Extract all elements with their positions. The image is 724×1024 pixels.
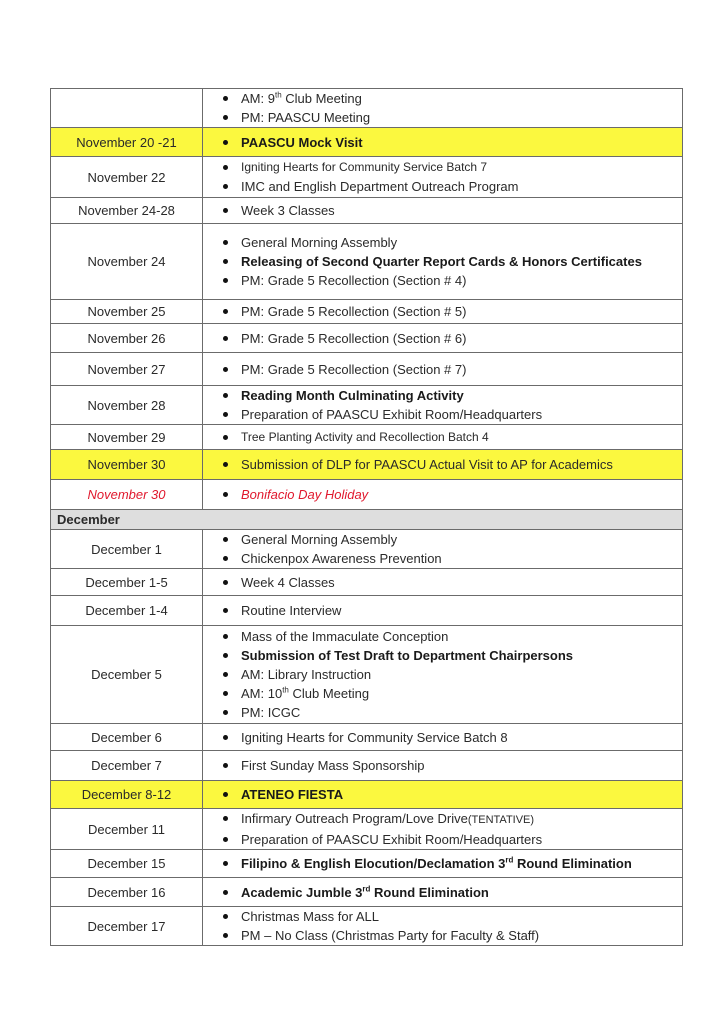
events-cell xyxy=(203,626,683,724)
event-item: Preparation of PAASCU Exhibit Room/Headquarters xyxy=(219,405,682,424)
event-text: AM: 10 xyxy=(241,686,283,701)
events-cell xyxy=(203,596,683,626)
events-cell xyxy=(203,751,683,781)
ordinal-suffix: th xyxy=(282,685,289,695)
events-cell xyxy=(203,324,683,353)
events-cell xyxy=(203,809,683,850)
calendar-row xyxy=(51,157,683,198)
event-item: PM: Grade 5 Recollection (Section # 6) xyxy=(219,329,682,348)
events-cell xyxy=(203,781,683,809)
date-cell: November 20 -21 xyxy=(51,128,203,157)
event-item xyxy=(219,684,682,703)
date-cell: November 30 xyxy=(51,480,203,510)
events-cell xyxy=(203,480,683,510)
event-item: Igniting Hearts for Community Service Batch 7 xyxy=(219,158,682,177)
event-item: PM: Grade 5 Recollection (Section # 4) xyxy=(219,271,682,290)
date-cell: November 22 xyxy=(51,157,203,198)
date-cell: December 16 xyxy=(51,878,203,907)
calendar-row xyxy=(51,128,683,157)
calendar-row xyxy=(51,425,683,450)
calendar-row xyxy=(51,386,683,425)
calendar-row xyxy=(51,626,683,724)
event-list xyxy=(219,386,682,424)
event-item xyxy=(219,854,682,873)
event-item: General Morning Assembly xyxy=(219,530,682,549)
date-cell: November 27 xyxy=(51,353,203,386)
event-list xyxy=(219,329,682,348)
calendar-row xyxy=(51,781,683,809)
event-text-rest: Club Meeting xyxy=(281,91,362,106)
date-cell: November 24 xyxy=(51,224,203,300)
event-text-rest: Round Elimination xyxy=(513,856,632,871)
date-cell: December 8-12 xyxy=(51,781,203,809)
events-cell xyxy=(203,386,683,425)
school-calendar-table xyxy=(50,88,683,946)
event-list xyxy=(219,233,682,290)
event-item: Christmas Mass for ALL xyxy=(219,907,682,926)
events-cell xyxy=(203,724,683,751)
event-list xyxy=(219,785,682,804)
calendar-row xyxy=(51,751,683,781)
event-list xyxy=(219,907,682,945)
event-item: Week 3 Classes xyxy=(219,201,682,220)
events-cell xyxy=(203,425,683,450)
event-item: PM: Grade 5 Recollection (Section # 7) xyxy=(219,360,682,379)
event-item: Reading Month Culminating Activity xyxy=(219,386,682,405)
tentative-tag: (TENTATIVE) xyxy=(467,814,535,826)
event-item: PM: PAASCU Meeting xyxy=(219,108,682,127)
ordinal-suffix: th xyxy=(274,90,282,100)
date-cell: December 1 xyxy=(51,530,203,569)
date-cell: November 29 xyxy=(51,425,203,450)
event-item xyxy=(219,809,682,830)
events-cell xyxy=(203,300,683,324)
event-item xyxy=(219,883,682,902)
calendar-row xyxy=(51,224,683,300)
event-text: Infirmary Outreach Program/Love Drive xyxy=(241,811,468,826)
event-item: Tree Planting Activity and Recollection Batch 4 xyxy=(219,428,682,447)
calendar-row xyxy=(51,809,683,850)
date-cell: November 28 xyxy=(51,386,203,425)
calendar-row xyxy=(51,89,683,128)
event-item: Submission of Test Draft to Department Chairpersons xyxy=(219,646,682,665)
event-item: Bonifacio Day Holiday xyxy=(219,485,682,504)
date-cell: November 25 xyxy=(51,300,203,324)
date-cell: November 30 xyxy=(51,450,203,480)
events-cell xyxy=(203,450,683,480)
event-item: PM: Grade 5 Recollection (Section # 5) xyxy=(219,302,682,321)
event-list xyxy=(219,201,682,220)
event-text-rest: Club Meeting xyxy=(288,686,370,701)
event-item: Submission of DLP for PAASCU Actual Visit to AP for Academics xyxy=(219,455,682,474)
calendar-row xyxy=(51,353,683,386)
calendar-row xyxy=(51,198,683,224)
event-text-rest: Round Elimination xyxy=(370,884,489,900)
event-item: Mass of the Immaculate Conception xyxy=(219,627,682,646)
event-item: PM – No Class (Christmas Party for Faculty & Staff) xyxy=(219,926,682,945)
date-cell: December 15 xyxy=(51,850,203,878)
calendar-row xyxy=(51,878,683,907)
calendar-row xyxy=(51,450,683,480)
event-item xyxy=(219,89,682,108)
event-list xyxy=(219,428,682,447)
ordinal-suffix: rd xyxy=(505,855,514,865)
events-cell xyxy=(203,907,683,946)
events-cell xyxy=(203,198,683,224)
date-cell: December 11 xyxy=(51,809,203,850)
date-cell: December 1-5 xyxy=(51,569,203,596)
event-item: Igniting Hearts for Community Service Batch 8 xyxy=(219,728,682,747)
event-item: Preparation of PAASCU Exhibit Room/Headquarters xyxy=(219,830,682,849)
event-list xyxy=(219,854,682,873)
event-list xyxy=(219,573,682,592)
ordinal-suffix: rd xyxy=(362,884,371,894)
event-text: AM: 9 xyxy=(241,91,275,106)
event-item: IMC and English Department Outreach Program xyxy=(219,177,682,196)
events-cell xyxy=(203,224,683,300)
event-list xyxy=(219,485,682,504)
events-cell xyxy=(203,157,683,198)
event-list xyxy=(219,89,682,127)
event-item: Routine Interview xyxy=(219,601,682,620)
events-cell xyxy=(203,878,683,907)
event-item: Week 4 Classes xyxy=(219,573,682,592)
calendar-row xyxy=(51,480,683,510)
events-cell xyxy=(203,89,683,128)
month-header-row xyxy=(51,510,683,530)
event-list xyxy=(219,883,682,902)
calendar-row xyxy=(51,724,683,751)
event-list xyxy=(219,158,682,196)
event-list xyxy=(219,809,682,849)
date-cell: December 17 xyxy=(51,907,203,946)
date-cell: November 26 xyxy=(51,324,203,353)
event-list xyxy=(219,530,682,568)
event-item: PM: ICGC xyxy=(219,703,682,722)
event-list xyxy=(219,728,682,747)
event-text: Filipino & English Elocution/Declamation 3 xyxy=(241,856,506,871)
calendar-row xyxy=(51,850,683,878)
event-list xyxy=(219,133,682,152)
events-cell xyxy=(203,128,683,157)
event-item: ATENEO FIESTA xyxy=(219,785,682,804)
calendar-row xyxy=(51,300,683,324)
calendar-row xyxy=(51,596,683,626)
event-list xyxy=(219,756,682,775)
events-cell xyxy=(203,353,683,386)
month-header-december: December xyxy=(51,510,683,530)
event-list xyxy=(219,360,682,379)
event-item: PAASCU Mock Visit xyxy=(219,133,682,152)
calendar-row xyxy=(51,530,683,569)
date-cell xyxy=(51,89,203,128)
date-cell: December 7 xyxy=(51,751,203,781)
event-text: Academic Jumble 3 xyxy=(241,884,363,900)
event-list xyxy=(219,455,682,474)
events-cell xyxy=(203,530,683,569)
calendar-row xyxy=(51,569,683,596)
event-item: Releasing of Second Quarter Report Cards & Honors Certificates xyxy=(219,252,682,271)
date-cell: November 24-28 xyxy=(51,198,203,224)
events-cell xyxy=(203,850,683,878)
events-cell xyxy=(203,569,683,596)
event-list xyxy=(219,601,682,620)
calendar-row xyxy=(51,907,683,946)
event-item: First Sunday Mass Sponsorship xyxy=(219,756,682,775)
event-list xyxy=(219,302,682,321)
event-item: General Morning Assembly xyxy=(219,233,682,252)
calendar-body xyxy=(51,89,683,946)
event-item: Chickenpox Awareness Prevention xyxy=(219,549,682,568)
date-cell: December 1-4 xyxy=(51,596,203,626)
calendar-row xyxy=(51,324,683,353)
date-cell: December 6 xyxy=(51,724,203,751)
event-item: AM: Library Instruction xyxy=(219,665,682,684)
event-list xyxy=(219,627,682,722)
date-cell: December 5 xyxy=(51,626,203,724)
